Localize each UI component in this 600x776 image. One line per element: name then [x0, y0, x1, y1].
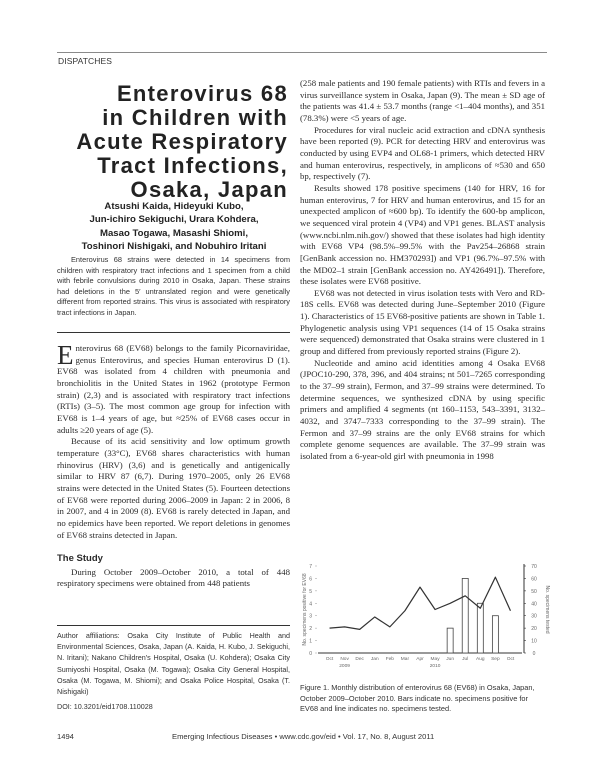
author-affiliations: Author affiliations: Osaka City Institute of Public Health and Environmental Sciences, Osaka, Japan (A. Kaida, H. Kubo, J. Sekiguchi, N. Iritani); Nakano Children's Hospital, Osaka (U. Kohdera); Osaka City Sumiyoshi Hospital, Osaka (M. Togawa); Osaka City General Hospital, Osaka (M. Togawa, M. Shiomi); and Osaka Police Hospital, Osaka (T. Nishigaki)	[57, 631, 290, 697]
year-label: 2009	[339, 664, 350, 669]
left-column	[57, 340, 290, 590]
y-tick-left: 4	[309, 601, 312, 608]
y-tick-right: 30	[531, 613, 537, 620]
figure-caption: Figure 1. Monthly distribution of enterovirus 68 (EV68) in Osaka, Japan, October 2009–October 2010. Bars indicate no. specimens positive for EV68 and line indicates no. specimens tested.	[300, 683, 535, 713]
header-rule	[57, 52, 547, 53]
affiliation-rule	[57, 625, 290, 626]
y-tick-left: 7	[309, 564, 312, 570]
section-heading-the-study: The Study	[57, 553, 103, 565]
x-tick-label: Dec	[355, 657, 364, 662]
intro-text: nterovirus 68 (EV68) belongs to the family Picornaviridae, genus Enterovirus, and species Human enterovirus D (1). EV68 was isolated from 4 children with pneumonia and bronchiolitis in the United States in 1962 (prototype Fermon strain) (2,3) and is associated with respiratory tract infections (RTIs) (3–5). The most common age group for infection with EV68 is 1–4 years of age, but ≈25% of EV68 cases occur in adults ≥20 years of age (5).	[57, 343, 290, 435]
body-paragraph: Because of its acid sensitivity and low optimum growth temperature (33°C), EV68 shares characteristics with human rhinovirus (HRV) (3,6) and is genetically and antigenically similar to HRV 87 (6,7). During 1970–2005, only 26 EV68 strains were detected in the United States (5). Fourteen detections of EV68 were reported during 2006–2009 in Japan: 2 in 2006, 8 in 2007, and 4 in 2009 (8). EV68 is rarely detected in Japan, and no epidemics have been reported. We report deletions in genomes of EV68 strains detected in Japan.	[57, 436, 290, 540]
x-tick-label: May	[430, 657, 440, 662]
bar-positive	[492, 616, 498, 653]
x-tick-label: Mar	[400, 657, 410, 662]
x-tick-label: Oct	[506, 657, 515, 662]
title-line: Osaka, Japan	[130, 177, 288, 202]
year-label: 2010	[429, 664, 441, 669]
x-tick-label: Nov	[340, 657, 349, 662]
title-line: Acute Respiratory	[76, 129, 288, 154]
bar-positive	[462, 578, 468, 653]
y-tick-right: 40	[531, 601, 537, 608]
x-tick-label: Sep	[491, 657, 500, 662]
x-tick-label: Aug	[476, 657, 485, 662]
y-tick-right: 70	[531, 564, 537, 570]
bar-positive	[447, 628, 453, 653]
intro-paragraph	[57, 340, 290, 436]
y-tick-left: 5	[309, 588, 312, 595]
body-paragraph: Procedures for viral nucleic acid extraction and cDNA synthesis have been reported (9). PCR for detecting HRV and enterovirus was conducted by using EVP4 and OL68-1 primers, which detected HRV and human enterovirus, respectively, in amplicons of ≈530 and 650 bp, respectively (7).	[300, 124, 545, 182]
y-axis-label-right: No. specimens tested	[544, 585, 550, 634]
y-tick-left: 6	[309, 576, 312, 583]
title-line: Tract Infections,	[97, 153, 288, 178]
article-title	[60, 82, 288, 202]
journal-line: Emerging Infectious Diseases • www.cdc.gov/eid • Vol. 17, No. 8, August 2011	[172, 732, 435, 741]
x-tick-label: Jul	[462, 657, 469, 662]
body-paragraph: Results showed 178 positive specimens (140 for HRV, 16 for human enterovirus, 7 for HRV and human enterovirus, and 15 for an unexpected amplicon of ≈600 bp). To identify the 600-bp amplicon, we sequenced viral protein 4 (VP4) and VP1 genes. BLAST analysis (www.ncbi.nlm.nih.gov/) showed that these isolates had high identity with EV68 VP4 (98.5%–99.5% with the Pav254–26868 strain [GenBank accession no. HM370293]) and VP1 (96.7%–97.5% with the MD02–1 strain [GenBank accession no. AY426491]). Therefore, these isolates were EV68 positive.	[300, 182, 545, 287]
abstract-rule	[57, 332, 290, 333]
y-tick-left: 2	[309, 626, 312, 633]
body-paragraph: Nucleotide and amino acid identities among 4 Osaka EV68 (JPOC10-290, 378, 396, and 404 strains; nt 501–7265 corresponding to the 37–99 strain), Fermon, and 37–99 strains were determined. To determine sequences, we synthesized cDNA by using specific primers and amplified 4 segments (nt 160–1153, 543–3391, 3132–4032, and 3747–7333 corresponding to the 37–99 strain). The Fermon and 37–99 strains are the only EV68 strains for which complete genome sequences are available. The 37–99 strain was isolated from a 6-year-old girl with pneumonia in 1998	[300, 357, 545, 461]
dropcap: E	[57, 340, 74, 370]
author-list	[60, 200, 288, 254]
bar-positive	[477, 603, 483, 653]
y-tick-right: 50	[531, 588, 537, 595]
abstract-text: Enterovirus 68 strains were detected in 14 specimens from children with respiratory tract infections and 1 specimen from a child with febrile convulsions during 2010 in Osaka, Japan. These strains had deletions in the 5′ untranslated region and were genetically different from reported strains. This virus is associated with respiratory tract infections in Japan.	[57, 255, 290, 317]
author-line: Jun-ichiro Sekiguchi, Urara Kohdera,	[89, 214, 259, 226]
right-column	[300, 78, 545, 463]
y-tick-left: 1	[309, 638, 312, 645]
body-paragraph: EV68 was not detected in virus isolation tests with Vero and RD-18S cells. EV68 was detected during June–September 2010 (Figure 1). Characteristics of 15 EV68-positive patients are shown in Table 1. Phylogenetic analysis using VP1 sequences (14 of 15 Osaka strains were sequenced) demonstrated that Osaka strains were clustered in 1 group and differed from previously reported strains (Figure 2).	[300, 287, 545, 357]
y-tick-right: 10	[531, 638, 537, 645]
abstract	[57, 255, 290, 318]
chart-svg	[300, 560, 560, 675]
section-label: DISPATCHES	[58, 56, 113, 66]
title-line: in Children with	[102, 105, 288, 130]
body-paragraph: During October 2009–October 2010, a total of 448 respiratory specimens were obtained from 448 patients	[57, 566, 290, 589]
page-number: 1494	[57, 732, 74, 741]
author-line: Atsushi Kaida, Hideyuki Kubo,	[104, 201, 244, 212]
x-tick-label: Apr	[416, 657, 424, 662]
x-tick-label: Feb	[385, 657, 394, 662]
y-tick-right: 20	[531, 626, 537, 633]
x-tick-label: Oct	[325, 657, 334, 662]
author-line: Masao Togawa, Masashi Shiomi,	[99, 227, 249, 239]
y-tick-right: 0	[532, 651, 536, 657]
y-tick-left: 3	[309, 613, 312, 620]
figure-1-chart	[300, 560, 560, 675]
y-axis-label-left: No. specimens positive for EV68	[302, 573, 308, 646]
body-paragraph: (258 male patients and 190 female patients) with RTIs and fevers in a virus surveillance system in Osaka, Japan (9). The mean ± SD age of the patients was 41.4 ± 53.7 months (range <1–404 months), and 351 (78.3%) were <5 years of age.	[300, 78, 545, 123]
title-line: Enterovirus 68	[116, 81, 288, 106]
y-tick-left: 0	[309, 651, 312, 657]
x-tick-label: Jan	[370, 657, 379, 662]
y-tick-right: 60	[531, 576, 537, 583]
author-line: Toshinori Nishigaki, and Nobuhiro Iritani	[81, 241, 267, 253]
doi[interactable]: DOI: 10.3201/eid1708.110028	[57, 702, 153, 711]
x-tick-label: Jun	[446, 657, 455, 662]
